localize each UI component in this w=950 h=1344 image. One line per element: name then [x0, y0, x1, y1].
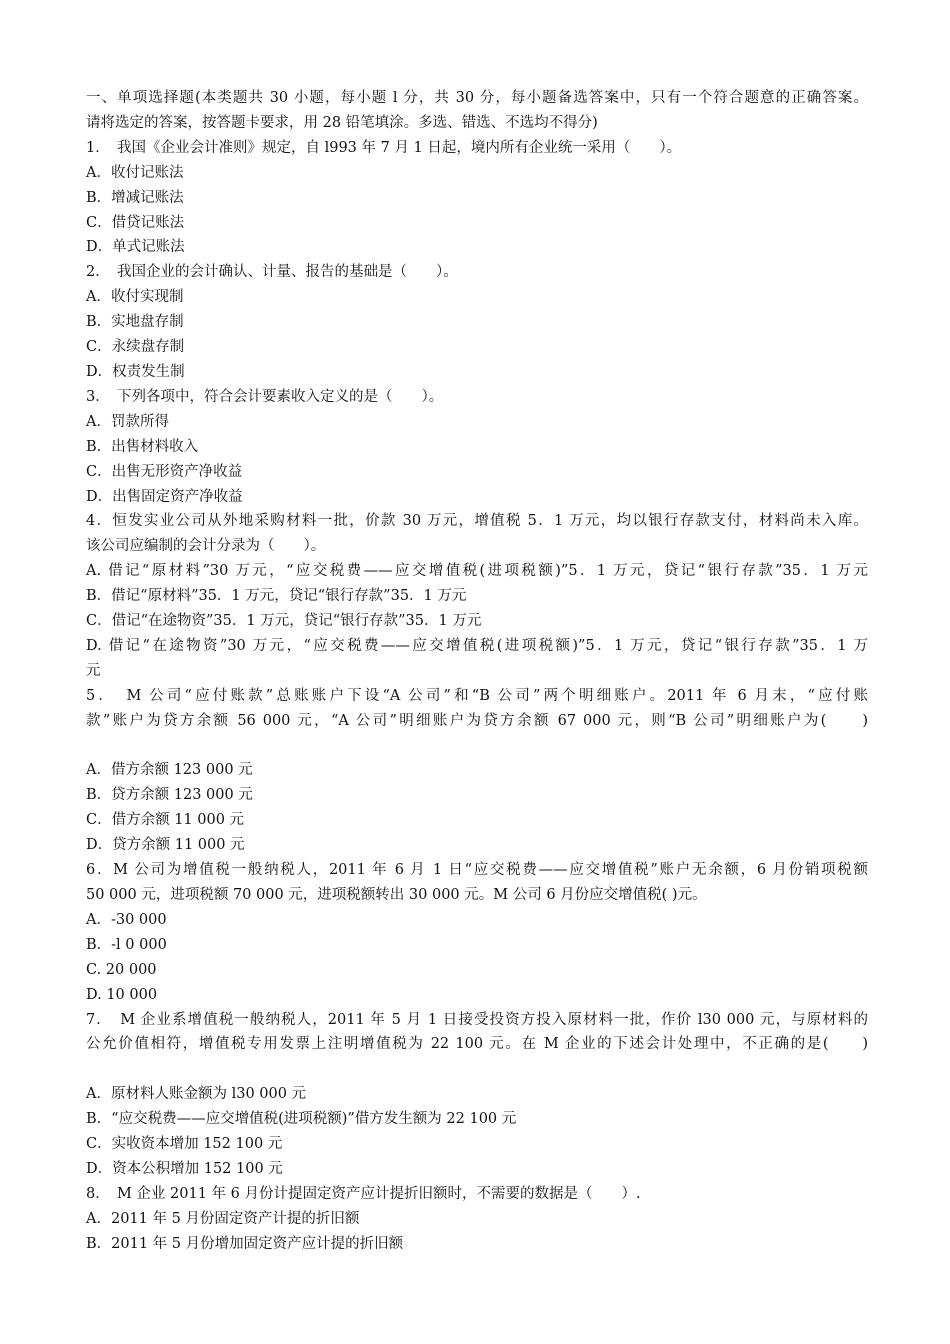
question-stem: 公允价值相符，增值税专用发票上注明增值税为 22 100 元。在 M 企业的下述会计处理中，不正确的是( ) [86, 1036, 868, 1053]
option-b: B．出售材料收入 [86, 438, 199, 455]
option-c: C．借记“在途物资”35．1 万元，贷记“银行存款”35．1 万元 [86, 613, 482, 630]
option-a: A. 借记“原材料”30 万元，“应交税费——应交增值税(进项税额)”5．1 万元，贷记“银行存款”35．1 万元 [86, 563, 868, 580]
question-7 [86, 1008, 868, 1182]
option-c: C．出售无形资产净收益 [86, 463, 243, 480]
question-stem: 3． 下列各项中，符合会计要素收入定义的是（ ）。 [86, 388, 444, 405]
option-a: A．2011 年 5 月份固定资产计提的折旧额 [86, 1210, 360, 1227]
question-stem: 6．M 公司为增值税一般纳税人，2011 年 6 月 1 日“应交税费——应交增值税”账户无余额，6 月份销项税额 [86, 862, 868, 879]
section-heading-line: 请将选定的答案，按答题卡要求，用 28 铅笔填涂。多选、错选、不选均不得分) [86, 114, 598, 131]
option-d: D．资本公积增加 152 100 元 [86, 1160, 283, 1177]
option-b: B．“应交税费——应交增值税(进项税额)”借方发生额为 22 100 元 [86, 1111, 517, 1128]
option-d: D．权责发生制 [86, 363, 185, 380]
option-b: B．实地盘存制 [86, 314, 184, 331]
question-6 [86, 858, 868, 1007]
option-b: B．贷方余额 123 000 元 [86, 787, 253, 804]
question-4 [86, 509, 868, 683]
option-d: D．单式记账法 [86, 239, 185, 256]
question-stem: 该公司应编制的会计分录为（ ）。 [86, 538, 326, 555]
section-heading [86, 86, 868, 136]
question-stem: 50 000 元，进项税额 70 000 元，进项税额转出 30 000 元。M 公司 6 月份应交增值税( )元。 [86, 886, 707, 903]
option-c: C．永续盘存制 [86, 339, 185, 356]
question-stem: 1． 我国《企业会计准则》规定，自 l993 年 7 月 1 日起，境内所有企业统一采用（ ）。 [86, 139, 682, 156]
question-8 [86, 1182, 868, 1257]
question-2 [86, 260, 868, 385]
option-d: D. 10 000 [86, 986, 158, 1003]
question-1 [86, 136, 868, 261]
question-stem: 8． M 企业 2011 年 6 月份计提固定资产应计提折旧额时，不需要的数据是（ ）. [86, 1185, 641, 1202]
question-5 [86, 684, 868, 858]
question-stem: 款”账户为贷方余额 56 000 元，“A 公司”明细账户为贷方余额 67 000 元，则“B 公司”明细账户为( ) [86, 712, 868, 729]
option-d: D. 借记“在途物资”30 万元，“应交税费——应交增值税(进项税额)”5．1 万元，贷记“银行存款”35．1 万 [86, 637, 868, 654]
option-a: A．-30 000 [86, 911, 167, 928]
exam-page [86, 86, 868, 1257]
option-c: C．借方余额 11 000 元 [86, 812, 245, 829]
option-c: C．借贷记账法 [86, 214, 185, 231]
question-3 [86, 385, 868, 510]
option-a: A．收付实现制 [86, 289, 184, 306]
blank-line [86, 734, 868, 759]
option-a: A．借方余额 123 000 元 [86, 762, 253, 779]
option-b: B．增减记账法 [86, 189, 184, 206]
question-stem: 7． M 企业系增值税一般纳税人，2011 年 5 月 1 日接受投资方投入原材料一批，作价 l30 000 元，与原材料的 [86, 1011, 868, 1028]
option-c: C. 20 000 [86, 961, 157, 978]
option-b: B．-l 0 000 [86, 936, 167, 953]
section-heading-line: 一、单项选择题(本类题共 30 小题，每小题 l 分，共 30 分，每小题备选答案中，只有一个符合题意的正确答案。 [86, 90, 868, 106]
question-stem: 2． 我国企业的会计确认、计量、报告的基础是（ ）。 [86, 264, 458, 281]
blank-line [86, 1057, 868, 1082]
question-stem: 5． M 公司“应付账款”总账账户下设“A 公司”和“B 公司”两个明细账户。2011 年 6 月末，“应付账 [86, 687, 868, 704]
option-c: C．实收资本增加 152 100 元 [86, 1136, 283, 1153]
option-a: A．原材料人账金额为 l30 000 元 [86, 1086, 307, 1103]
option-a: A．罚款所得 [86, 413, 169, 430]
option-b: B．2011 年 5 月份增加固定资产应计提的折旧额 [86, 1235, 404, 1252]
option-a: A．收付记账法 [86, 164, 184, 181]
option-d: D．贷方余额 11 000 元 [86, 837, 245, 854]
question-stem: 4．恒发实业公司从外地采购材料一批，价款 30 万元，增值税 5．1 万元，均以银行存款支付，材料尚未入库。 [86, 513, 868, 530]
option-b: B．借记“原材料”35．1 万元，贷记“银行存款”35．1 万元 [86, 588, 467, 605]
option-d-continuation: 元 [86, 662, 101, 679]
option-d: D．出售固定资产净收益 [86, 488, 243, 505]
